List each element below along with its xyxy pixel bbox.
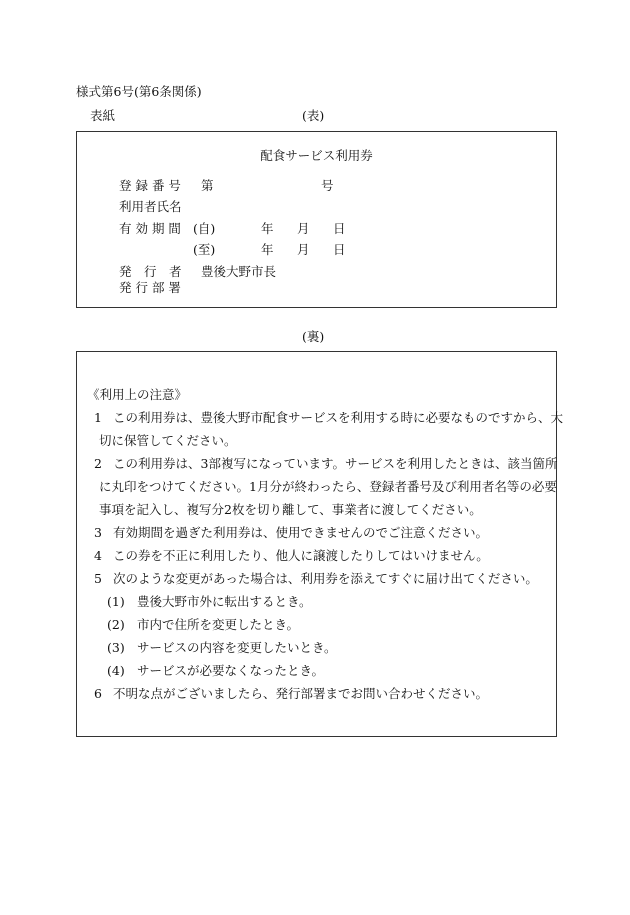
sub-item-number: (1) [107,594,125,609]
note-number: 3 [94,525,102,540]
note-text-line: この券を不正に利用したり、他人に譲渡したりしてはいけません。 [113,548,489,563]
validity-from-label: (自) [193,221,216,236]
registration-number-prefix: 第 [201,178,214,193]
registration-number-suffix: 号 [321,178,334,193]
validity-period-label: 有 効 期 間 [119,221,181,236]
note-number: 1 [94,410,102,425]
front-side-label: (表) [302,108,325,123]
cover-label: 表紙 [90,108,116,123]
sub-item-text: 市内で住所を変更したとき。 [137,617,300,632]
note-number: 4 [94,548,102,563]
note-number: 6 [94,686,102,701]
note-text-line: この利用券は、豊後大野市配食サービスを利用する時に必要なものですから、大 [113,410,564,425]
sub-item-number: (2) [107,617,125,632]
issuer-value: 豊後大野市長 [201,264,277,279]
validity-to-label: (至) [193,242,216,257]
coupon-title: 配食サービス利用券 [260,148,373,163]
validity-to-year: 年 [261,242,274,257]
validity-to-month: 月 [297,242,310,257]
validity-from-year: 年 [261,221,274,236]
note-text-line: 有効期間を過ぎた利用券は、使用できませんのでご注意ください。 [113,525,489,540]
front-coupon-box [76,131,557,308]
validity-from-day: 日 [333,221,346,236]
registration-number-label: 登 録 番 号 [119,178,181,193]
back-notes-box [76,351,564,737]
note-text-line: この利用券は、3部複写になっています。サービスを利用したときは、該当箇所 [113,456,558,471]
validity-to-day: 日 [333,242,346,257]
note-number: 5 [94,571,102,586]
validity-from-month: 月 [297,221,310,236]
form-number-label: 様式第6号(第6条関係) [76,84,202,99]
issuing-department-label: 発 行 部 署 [119,280,181,295]
sub-item-text: 豊後大野市外に転出するとき。 [137,594,312,609]
note-text-line: に丸印をつけてください。1月分が終わったら、登録者番号及び利用者名等の必要 [99,479,557,494]
issuer-label: 発 行 者 [119,264,182,279]
note-number: 2 [94,456,102,471]
back-side-label: (裏) [302,329,325,344]
sub-item-number: (4) [107,663,125,678]
sub-item-number: (3) [107,640,125,655]
sub-item-text: サービスの内容を変更したいとき。 [137,640,337,655]
sub-item-text: サービスが必要なくなったとき。 [137,663,325,678]
user-name-label: 利用者氏名 [119,199,182,214]
note-text-line: 不明な点がございましたら、発行部署までお問い合わせください。 [113,686,489,701]
notes-heading: 《利用上の注意》 [87,387,188,402]
note-text-line: 切に保管してください。 [99,433,237,448]
note-text-line: 次のような変更があった場合は、利用券を添えてすぐに届け出てください。 [113,571,538,586]
note-text-line: 事項を記入し、複写分2枚を切り離して、事業者に渡してください。 [99,502,482,517]
